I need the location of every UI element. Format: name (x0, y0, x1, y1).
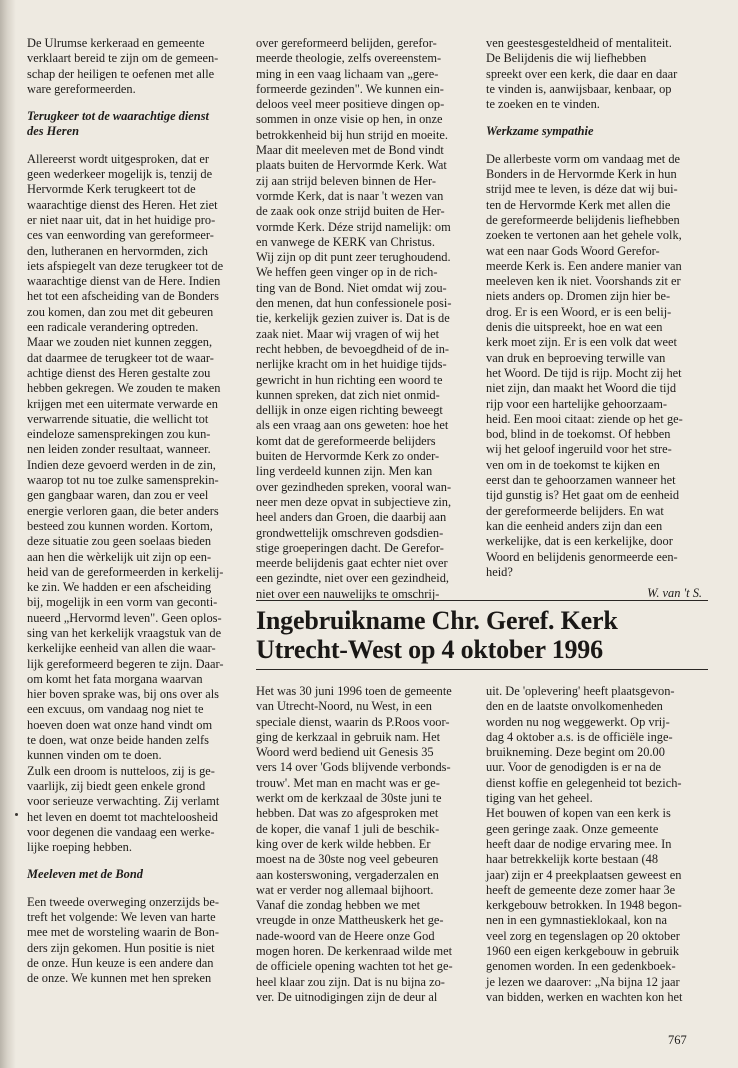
article1-paragraph: ven geestesgesteldheid of mentaliteit. De Belijdenis die wij liefhebben spreekt over een kerk, die daar en daar te vinden is, aanwijsbaar, kenbaar, op te zoeken en te vinden. (486, 36, 678, 112)
article1-column-1 (27, 36, 243, 987)
article1-subheading: Terugkeer tot de waarachtige dienst des Heren (27, 109, 209, 139)
article1-subheading: Meeleven met de Bond (27, 867, 143, 882)
article1-subheading: Werkzame sympathie (486, 124, 594, 139)
margin-dot (15, 813, 18, 816)
article2-headline: Ingebruikname Chr. Geref. Kerk Utrecht-West op 4 oktober 1996 (256, 606, 618, 664)
page-spine-shadow (0, 0, 16, 1068)
article2-column-2 (486, 684, 708, 1005)
article2-paragraph: uit. De 'oplevering' heeft plaatsgevon- den en de laatste onvolkomenheden worden nu nog weggewerkt. Op vrij- dag 4 oktober a.s. is de officiële inge- bruikneming. Deze begint om 20.00 uur. Voor de genodigden is er na de dienst koffie en gelegenheid tot bezich- tiging van het geheel. Het bouwen of kopen van een kerk is geen geringe zaak. Onze gemeente heeft daar de nodige ervaring mee. In haar betrekkelijk korte bestaan (48 jaar) zijn er 4 preekplaatsen geweest en heeft de gemeente deze zomer haar 3e kerkgebouw betrokken. In 1948 begon- nen in een gymnastieklokaal, kon na veel zorg en tegenslagen op 20 oktober 1960 een eigen kerkgebouw in gebruik genomen worden. In een gedenkboek- je lezen we daarover: „Na bijna 12 jaar van bidden, werken en wachten kon het (486, 684, 683, 1004)
article1-paragraph: De Ulrumse kerkeraad en gemeente verklaart bereid te zijn om de gemeen- schap der heiligen te oefenen met alle ware gereformeerden. (27, 36, 219, 96)
headline-bottom-rule (256, 669, 708, 670)
article1-paragraph: Een tweede overweging onzerzijds be- treft het volgende: We leven van harte mee met de worsteling waarin de Bon- ders zijn gekomen. Hun positie is niet de onze. Hun keuze is een andere dan de onze. We kunnen met hen spreken (27, 894, 219, 986)
article1-column-3 (486, 36, 708, 601)
page-number: 767 (668, 1033, 687, 1047)
article1-paragraph: Allereerst wordt uitgesproken, dat er geen wederkeer mogelijk is, tenzij de Hervormde Kerk terugkeert tot de waarachtige dienst des Heren. Het ziet er niet naar uit, dat in het huidige pro- ces van eenwording van gereformeer- den, lutheranen en hervormden, zich iets afspiegelt van deze terugkeer tot de waarachtige dienst van de Here. Indien het tot een afscheiding van de Bonders zou komen, dan zou met dit gebeuren een radicale verandering optreden. Maar we zouden niet kunnen zeggen, dat daarmee de terugkeer tot de waar- achtige dienst des Heren gestalte zou hebben gekregen. We zouden te maken krijgen met een uitermate verwarde en verwarrende situatie, die wellicht tot eindeloze samensprekingen zou kun- nen leiden zonder resultaat, wanneer. Indien deze gevoerd werden in de zin, waarop tot nu toe zulke samensprekin- gen gangbaar waren, dan zou er veel energie verloren gaan, die beter anders besteed zou kunnen worden. Kortom, deze situatie zou geen soelaas bieden aan hen die wèrkelijk uit zijn op een- heid van de gereformeerden in kerkelij- ke zin. We hadden er een afscheiding bij, mogelijk in een vorm van geconti- nueerd „Hervormd leven". Geen oplos- sing van het kerkelijk vraagstuk van de kerkelijke eenheid van allen die waar- lijk gereformeerd begeren te zijn. Daar- om komt het fata morgana waarvan hier boven sprake was, bij ons over als een excuus, om vandaag nog niet te hoeven doen wat onze hand vindt om te doen, wat onze beide handen zelfs kunnen vinden om te doen. Zulk een droom is nutteloos, zij is ge- vaarlijk, zij biedt geen enkele grond voor serieuze verwachting. Zij verlamt het leven en doemt tot machteloosheid voor degenen die vandaag een werke- lijke roeping hebben. (27, 151, 224, 855)
article2-paragraph: Het was 30 juni 1996 toen de gemeente van Utrecht-Noord, nu West, in een speciale dienst, waarin ds P.Roos voor- ging de kerkzaal in gebruik nam. Het Woord werd bediend uit Genesis 35 vers 14 over 'Gods blijvende verbonds- trouw'. Met man en macht was er ge- werkt om de kerkzaal de 30ste juni te hebben. Dat was zo afgesproken met de koper, die vanaf 1 juli de beschik- king over de kerk wilde hebben. Er moest na de 30ste nog veel gebeuren aan kosterswoning, vergaderzalen en wat er verder nog allemaal bijhoort. Vanaf die zondag hebben we met vreugde in onze Mattheuskerk het ge- nade-woord van de Heere onze God mogen horen. De kerkenraad wilde met de officiele opening wachten tot het ge- heel klaar zou zijn. Dat is nu bijna zo- ver. De uitnodigingen zijn de deur al (256, 684, 453, 1004)
headline-top-rule (256, 600, 708, 601)
article1-paragraph: over gereformeerd belijden, gerefor- meerde theologie, zelfs overeenstem- ming in een vaag lichaam van „gere- formeerde gezinden". We kunnen ein- deloos veel meer positieve dingen op- sommen in onze visie op hen, in onze betrokkenheid bij hun strijd en moeite. Maar dit meeleven met de Bond vindt plaats buiten de Hervormde Kerk. Wat zij aan strijd beleven binnen de Her- vormde Kerk, dat is naar 't wezen van de zaak ook onze strijd buiten de Her- vormde Kerk. Déze strijd namelijk: om en vanwege de KERK van Christus. Wij zijn op dit punt zeer terughoudend. We heffen geen vinger op in de rich- ting van de Bond. Niet omdat wij zou- den menen, dat hun confessionele posi- tie, kerkelijk gezien zuiver is. Dat is de zaak niet. Maar wij vragen of wij het recht hebben, de bevoegdheid of de in- nerlijke kracht om in het huidige tijds- gewricht in hun richting een woord te kunnen spreken, dat zich niet onmid- dellijk in onze eigen richting beweegt als een vraag aan ons geweten: hoe het komt dat de gereformeerde belijders buiten de Hervormde Kerk zo onder- ling verdeeld kunnen zijn. Men kan over gezindheden spreken, vooral wan- neer men deze opvat in subjectieve zin, heel anders dan Groen, die daarbij aan grondwettelijk omschreven godsdien- stige groeperingen dacht. De Gerefor- meerde belijdenis gaat echter niet over een gezindte, niet over een gezindheid, niet over een nauwelijks te omschrij- (256, 36, 452, 601)
article1-column-2 (256, 36, 472, 602)
article1-signature: W. van 't S. (647, 586, 702, 601)
article1-paragraph: De allerbeste vorm om vandaag met de Bonders in de Hervormde Kerk in hun strijd mee te leven, is déze dat wij bui- ten de Hervormde Kerk met allen die de gereformeerde belijdenis liefhebben zoeken te vertonen aan het gehele volk, wat een naar Gods Woord Gerefor- meerde Kerk is. Een andere manier van meeleven ken ik niet. Voorshands zit er niets anders op. Dromen zijn hier be- drog. Er is een Woord, er is een belij- denis die uitspreekt, hoe en wat een kerk moet zijn. Er is een volk dat weet van druk en beproeving terwille van het Woord. De tijd is rijp. Mocht zij het niet zijn, dan maakt het Woord die tijd rijp voor een hartelijke gehoorzaam- heid. Een mooi citaat: ziende op het ge- bod, blind in de toekomst. Of hebben wij het geloof ingeruild voor het stre- ven om in de toekomst te kijken en eerst dan te gehoorzamen wanneer het tijd gunstig is? Het gaat om de eenheid der gereformeerde belijders. En wat kan die eenheid anders zijn dan een werkelijke, dat is een kerkelijke, door Woord en belijdenis genormeerde een- heid? (486, 151, 683, 579)
article2-column-1 (256, 684, 472, 1005)
